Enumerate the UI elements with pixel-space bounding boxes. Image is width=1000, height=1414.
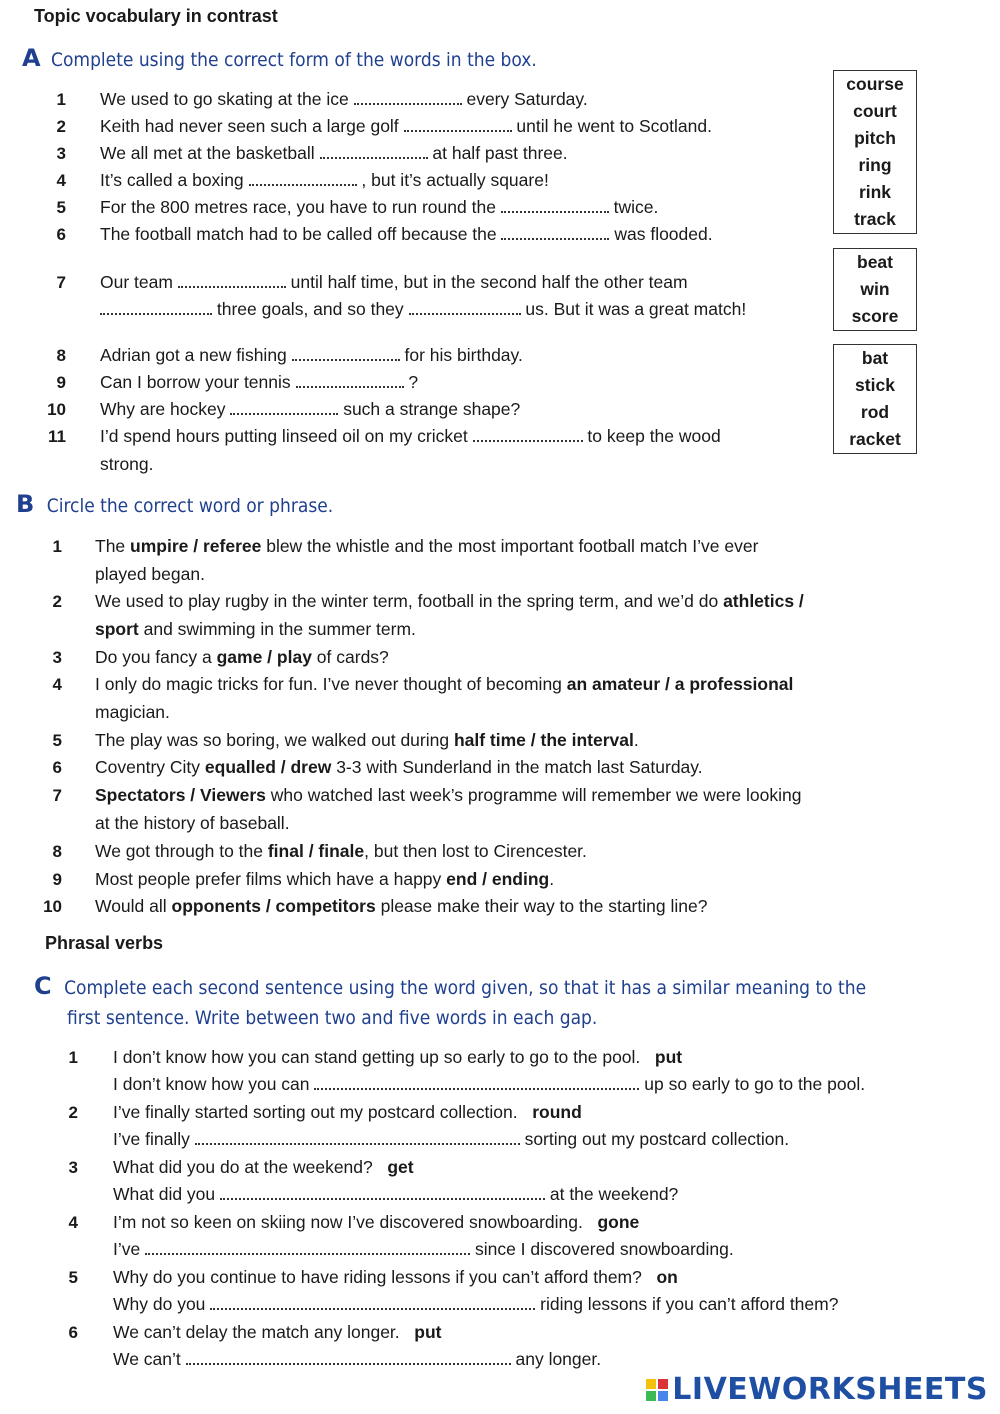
- b-item-text: Spectators / Viewers who watched last week’s programme will remember we were looking: [95, 785, 802, 805]
- key-word: gone: [597, 1212, 640, 1232]
- choice-option[interactable]: umpire / referee: [130, 536, 262, 556]
- b-item-number: 6: [52, 758, 62, 777]
- a-item-text: For the 800 metres race, you have to run round the twice.: [100, 197, 659, 217]
- section-a-title: Complete using the correct form of the words in the box.: [51, 49, 537, 71]
- a-item-text: It’s called a boxing , but it’s actually square!: [100, 170, 549, 190]
- answer-blank[interactable]: [292, 345, 400, 361]
- liveworksheets-logo: [646, 1372, 988, 1407]
- key-word: put: [414, 1322, 442, 1342]
- choice-option[interactable]: final / finale: [267, 841, 365, 861]
- c-second-sentence: What did you at the weekend?: [113, 1184, 679, 1204]
- b-item-text: Would all opponents / competitors please make their way to the starting line?: [95, 896, 708, 916]
- answer-blank[interactable]: [220, 1184, 545, 1200]
- answer-blank[interactable]: [501, 197, 609, 213]
- b-item-number: 9: [52, 870, 62, 889]
- answer-blank[interactable]: [296, 372, 404, 388]
- c-second-sentence: I’ve since I discovered snowboarding.: [113, 1239, 734, 1259]
- box-word: track: [854, 209, 896, 229]
- box-word: rod: [860, 402, 890, 422]
- b-item-text: We got through to the final / finale, but then lost to Cirencester.: [95, 841, 587, 861]
- a-item-text: Why are hockey such a strange shape?: [100, 399, 521, 419]
- box-word: court: [853, 101, 897, 121]
- answer-blank[interactable]: [473, 426, 583, 442]
- answer-blank[interactable]: [354, 89, 462, 105]
- choice-option[interactable]: opponents / competitors: [171, 896, 376, 916]
- b-item-text: The umpire / referee blew the whistle and the most important football match I’ve ever: [95, 536, 759, 556]
- box-word: racket: [849, 429, 901, 449]
- answer-blank[interactable]: [100, 299, 212, 315]
- answer-blank[interactable]: [186, 1349, 511, 1365]
- a-item-number: 3: [56, 144, 66, 163]
- answer-blank[interactable]: [314, 1074, 639, 1090]
- b-item-number: 7: [52, 786, 62, 805]
- b-item-text: We used to play rugby in the winter term, football in the spring term, and we’d do athletics /: [95, 591, 804, 611]
- c-first-sentence: I don’t know how you can stand getting up so early to go to the pool. put: [113, 1047, 683, 1067]
- a-item-text: strong.: [100, 454, 154, 474]
- c-item-number: 2: [68, 1103, 78, 1122]
- section-c-title-line2: first sentence. Write between two and five words in each gap.: [67, 1007, 598, 1029]
- a-item-number: 2: [56, 117, 66, 136]
- section-c-letter: C: [34, 972, 52, 1000]
- choice-option[interactable]: an amateur / a professional: [566, 674, 794, 694]
- word-box-places: [833, 70, 917, 234]
- answer-blank[interactable]: [178, 272, 286, 288]
- section-a-letter: A: [22, 44, 41, 72]
- c-second-sentence: I’ve finally sorting out my postcard collection.: [113, 1129, 790, 1149]
- choice-option[interactable]: equalled / drew: [204, 757, 332, 777]
- b-item-text: The play was so boring, we walked out during half time / the interval.: [95, 730, 639, 750]
- choice-option[interactable]: Spectators / Viewers: [95, 785, 266, 805]
- c-item-number: 1: [68, 1048, 78, 1067]
- a-item-number: 10: [47, 400, 66, 419]
- a-item-text: Adrian got a new fishing for his birthday.: [100, 345, 523, 365]
- section-c-header: [34, 972, 866, 1000]
- a-item-number: 4: [56, 171, 66, 190]
- answer-blank[interactable]: [409, 299, 521, 315]
- b-item-number: 3: [52, 648, 62, 667]
- a-item-number: 8: [56, 346, 66, 365]
- answer-blank[interactable]: [210, 1294, 535, 1310]
- c-first-sentence: We can’t delay the match any longer. put: [113, 1322, 442, 1342]
- box-word: score: [851, 306, 899, 326]
- c-first-sentence: I’ve finally started sorting out my postcard collection. round: [113, 1102, 582, 1122]
- box-word: ring: [858, 155, 892, 175]
- answer-blank[interactable]: [501, 224, 609, 240]
- box-word: beat: [857, 252, 893, 272]
- box-word: win: [860, 279, 890, 299]
- choice-option[interactable]: game / play: [216, 647, 312, 667]
- key-word: on: [656, 1267, 678, 1287]
- a-item-text: We all met at the basketball at half past three.: [100, 143, 568, 163]
- answer-blank[interactable]: [230, 399, 338, 415]
- c-item-number: 6: [68, 1323, 78, 1342]
- b-item-text: magician.: [95, 702, 170, 722]
- answer-blank[interactable]: [404, 116, 512, 132]
- phrasal-verbs-heading: Phrasal verbs: [45, 933, 164, 953]
- section-c-title-line1: Complete each second sentence using the word given, so that it has a similar meaning to the: [64, 977, 867, 999]
- c-second-sentence: I don’t know how you can up so early to go to the pool.: [113, 1074, 866, 1094]
- a-item-number: 1: [56, 90, 66, 109]
- choice-option[interactable]: athletics /: [723, 591, 804, 611]
- a-item-text: Keith had never seen such a large golf until he went to Scotland.: [100, 116, 712, 136]
- section-b-letter: B: [16, 490, 35, 518]
- answer-blank[interactable]: [249, 170, 357, 186]
- c-second-sentence: Why do you riding lessons if you can’t afford them?: [113, 1294, 839, 1314]
- c-first-sentence: What did you do at the weekend? get: [113, 1157, 414, 1177]
- c-second-sentence: We can’t any longer.: [113, 1349, 602, 1369]
- box-word: rink: [858, 182, 892, 202]
- a-item-text: three goals, and so they us. But it was a great match!: [100, 299, 746, 320]
- c-item-number: 5: [68, 1268, 78, 1287]
- a-item-number: 5: [56, 198, 66, 217]
- section-b-header: [16, 490, 333, 518]
- b-item-text: at the history of baseball.: [95, 813, 290, 833]
- c-item-number: 4: [68, 1213, 78, 1232]
- key-word: round: [532, 1102, 582, 1122]
- b-item-text: sport and swimming in the summer term.: [95, 619, 416, 639]
- a-item-text: We used to go skating at the ice every Saturday.: [100, 89, 588, 109]
- b-item-number: 2: [52, 592, 62, 611]
- a-item-number: 9: [56, 373, 66, 392]
- answer-blank[interactable]: [320, 143, 428, 159]
- topic-heading: Topic vocabulary in contrast: [34, 6, 278, 26]
- b-item-text: Most people prefer films which have a happy end / ending.: [95, 869, 555, 889]
- a-item-text: I’d spend hours putting linseed oil on my cricket to keep the wood: [100, 426, 721, 446]
- box-word: bat: [861, 348, 889, 368]
- box-word: course: [846, 74, 904, 94]
- b-item-number: 1: [52, 537, 62, 556]
- a-item-text: Can I borrow your tennis ?: [100, 372, 419, 392]
- a-item-number: 7: [56, 273, 66, 292]
- choice-option[interactable]: sport: [95, 619, 139, 639]
- section-a-header: [22, 44, 537, 72]
- section-b-title: Circle the correct word or phrase.: [46, 495, 334, 517]
- box-word: stick: [855, 375, 895, 395]
- liveworksheets-logo-icon: [646, 1379, 668, 1401]
- key-word: get: [387, 1157, 414, 1177]
- a-item-text: Our team until half time, but in the second half the other team: [100, 272, 688, 292]
- b-item-text: played began.: [95, 564, 205, 584]
- a-item-text: The football match had to be called off because the was flooded.: [100, 224, 713, 244]
- c-first-sentence: Why do you continue to have riding lessons if you can’t afford them? on: [113, 1267, 678, 1287]
- b-item-number: 10: [43, 897, 62, 916]
- b-item-number: 4: [52, 675, 62, 694]
- b-item-text: Coventry City equalled / drew 3-3 with Sunderland in the match last Saturday.: [95, 757, 703, 777]
- b-item-text: I only do magic tricks for fun. I’ve never thought of becoming an amateur / a professional: [95, 674, 794, 694]
- b-item-text: Do you fancy a game / play of cards?: [95, 647, 389, 667]
- choice-option[interactable]: half time / the interval: [453, 730, 634, 750]
- word-box-equipment: [833, 344, 917, 454]
- b-item-number: 5: [52, 731, 62, 750]
- c-item-number: 3: [68, 1158, 78, 1177]
- choice-option[interactable]: end / ending: [446, 869, 550, 889]
- word-box-verbs: [833, 248, 917, 331]
- answer-blank[interactable]: [145, 1239, 470, 1255]
- b-item-number: 8: [52, 842, 62, 861]
- c-first-sentence: I’m not so keen on skiing now I’ve discovered snowboarding. gone: [113, 1212, 640, 1232]
- a-item-number: 11: [48, 427, 66, 446]
- answer-blank[interactable]: [195, 1129, 520, 1145]
- key-word: put: [654, 1047, 683, 1067]
- a-item-number: 6: [56, 225, 66, 244]
- liveworksheets-logo-text: LIVEWORKSHEETS: [672, 1372, 988, 1407]
- box-word: pitch: [854, 128, 896, 148]
